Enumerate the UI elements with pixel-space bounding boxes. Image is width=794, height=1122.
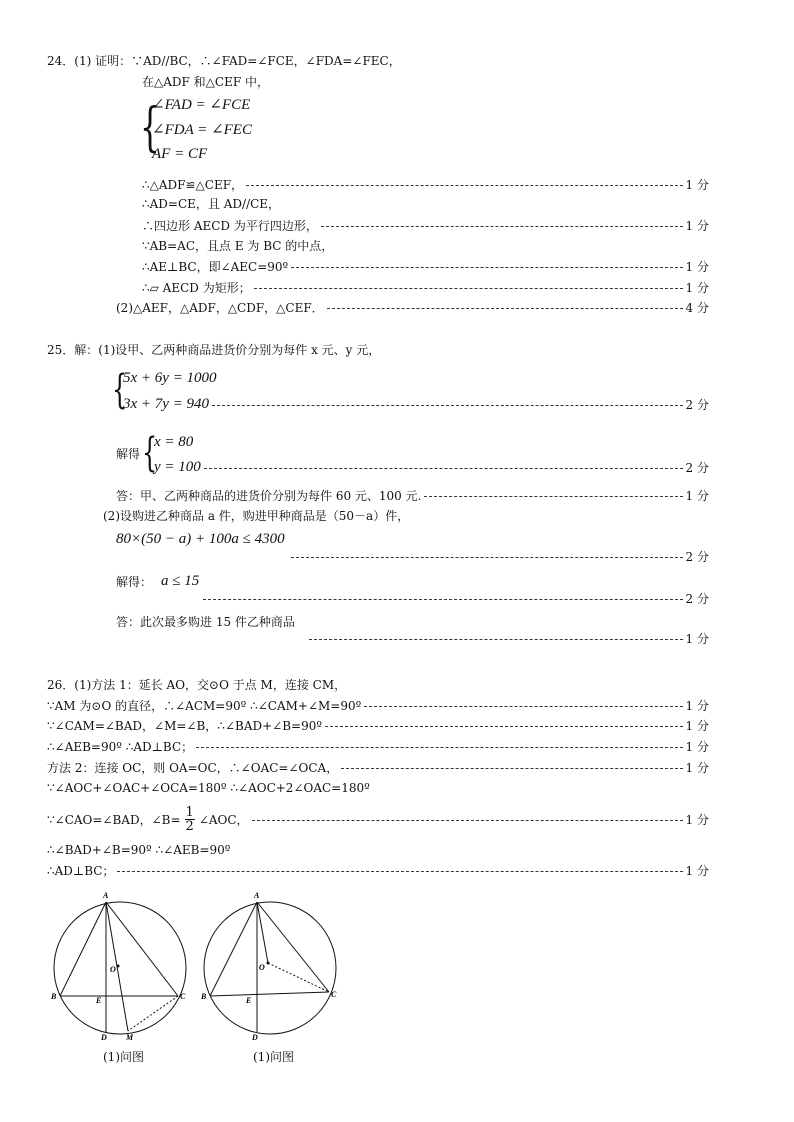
q26-method-2-line-3-text-b: ∠AOC， [198, 812, 249, 827]
label-o: O [259, 963, 265, 972]
q24-system-line-2: ∠FDA = ∠FEC [152, 122, 252, 138]
q25-solve-2-score: 2 分 [685, 591, 709, 606]
q26-method-1-line-2-score: 1 分 [685, 718, 709, 733]
q26-method-2-line-5-score: 1 分 [685, 863, 709, 878]
q24-step-3 [142, 217, 709, 233]
score-leader [252, 820, 683, 821]
q25-head: 25．解：(1)设甲、乙两种商品进货价分别为每件 x 元、y 元， [47, 343, 381, 357]
fraction-denominator: 2 [185, 818, 194, 834]
q24-system-line-3: AF = CF [152, 146, 208, 162]
q25-solution-2: y = 100 [154, 458, 201, 475]
label-e: E [246, 996, 252, 1005]
q25-solution-score: 2 分 [685, 460, 709, 475]
q24-part-2-text: (2)△AEF，△ADF，△CDF，△CEF． [116, 300, 324, 315]
score-leader [291, 557, 683, 558]
q26-method-1-line-1-text: ∵AM 为⊙O 的直径，∴∠ACM=90º ∴∠CAM+∠M=90º [47, 698, 362, 713]
q26-method-1-line-3-text: ∴∠AEB=90º ∴AD⊥BC； [47, 739, 194, 754]
q24-brace: { [140, 98, 160, 158]
q24-step-5-text: ∴AE⊥BC，即∠AEC=90º [142, 259, 289, 274]
segment-ac [106, 902, 178, 996]
score-leader [117, 871, 682, 872]
score-leader [309, 639, 683, 640]
q24-head: 24．(1) 证明：∵AD//BC，∴∠FAD=∠FCE，∠FDA=∠FEC， [47, 54, 401, 68]
q24-step-2: ∴AD=CE，且 AD//CE， [142, 197, 281, 211]
label-b: B [51, 992, 57, 1001]
score-leader [321, 226, 683, 227]
figure-2 [198, 886, 348, 1044]
q24-step-1 [142, 176, 709, 192]
segment-cm [128, 996, 178, 1031]
q25-answer-2: 答：此次最多购进 15 件乙种商品 [116, 615, 295, 629]
label-e: E [96, 996, 102, 1005]
segment-ab [60, 902, 106, 996]
q25-equation-2: 3x + 7y = 940 [123, 395, 210, 412]
segment-oc [268, 963, 329, 992]
fraction-one-half [185, 806, 195, 833]
q26-method-2-line-1-score: 1 分 [685, 760, 709, 775]
q26-head: 26．(1)方法 1：延长 AO，交⊙O 于点 M，连接 CM， [47, 678, 347, 692]
score-leader [246, 185, 683, 186]
q25-answer-1-score: 1 分 [685, 488, 709, 503]
q26-method-1-line-3 [47, 738, 709, 754]
q25-brace-1: { [112, 367, 128, 413]
q26-method-2-line-3 [47, 804, 709, 834]
q24-step-4: ∵AB=AC，且点 E 为 BC 的中点， [142, 239, 334, 253]
q25-inequality-score-row [288, 548, 709, 564]
q24-system-line-1: ∠FAD = ∠FCE [152, 97, 251, 113]
score-leader [254, 288, 683, 289]
q25-inequality-score: 2 分 [685, 549, 709, 564]
q24-step-5-score: 1 分 [685, 259, 709, 274]
q25-answer-1-text: 答：甲、乙两种商品的进货价分别为每件 60 元、100 元. [116, 488, 422, 503]
q25-brace-2: { [142, 430, 158, 476]
q24-step-1-text: ∴△ADF≌△CEF， [142, 177, 244, 192]
q26-method-2-line-1 [47, 759, 709, 775]
q26-method-2-line-5-text: ∴AD⊥BC； [47, 863, 115, 878]
q26-method-2-line-3-text-a: ∵∠CAO=∠BAD，∠B= [47, 812, 181, 827]
label-o: O [110, 965, 116, 974]
segment-ac [257, 902, 329, 992]
segment-bc [210, 992, 329, 996]
label-b: B [201, 992, 207, 1001]
q24-step-3-score: 1 分 [685, 218, 709, 233]
score-leader [341, 768, 682, 769]
label-c: C [180, 992, 186, 1001]
q25-solution-2-row [154, 459, 709, 475]
q24-step-6-text: ∴▱ AECD 为矩形； [142, 280, 251, 295]
q25-equation-1: 5x + 6y = 1000 [123, 370, 217, 386]
q25-solve-2: a ≤ 15 [161, 573, 200, 589]
q26-method-1-line-2-text: ∵∠CAM=∠BAD，∠M=∠B，∴∠BAD+∠B=90º [47, 718, 322, 733]
score-leader [364, 706, 682, 707]
q25-answer-2-score: 1 分 [685, 631, 709, 646]
q24-step-1-score: 1 分 [685, 177, 709, 192]
q25-solve-2-score-row [200, 590, 709, 606]
label-a: A [103, 891, 109, 900]
q24-step-6-score: 1 分 [685, 280, 709, 295]
q25-answer-1 [116, 487, 709, 503]
label-m: M [126, 1033, 134, 1042]
score-leader [327, 308, 683, 309]
q24-step-6 [142, 279, 709, 295]
q24-part-2 [116, 299, 709, 315]
label-d: D [252, 1033, 258, 1042]
q26-method-1-line-1-score: 1 分 [685, 698, 709, 713]
score-leader [291, 267, 682, 268]
q25-part-2: (2)设购进乙种商品 a 件，购进甲种商品是（50－a）件， [103, 509, 410, 523]
q26-method-2-line-3-score: 1 分 [685, 812, 709, 827]
figure-1-caption: (1)问图 [103, 1050, 144, 1064]
score-leader [204, 468, 683, 469]
q26-method-1-line-1 [47, 697, 709, 713]
score-leader [325, 726, 683, 727]
q26-method-2-line-1-text: 方法 2：连接 OC，则 OA=OC，∴∠OAC=∠OCA， [47, 760, 339, 775]
score-leader [196, 747, 682, 748]
figure-2-caption: (1)问图 [253, 1050, 294, 1064]
q25-answer-2-score-row [306, 630, 709, 646]
score-leader [424, 496, 682, 497]
q25-solve-label: 解得 [116, 447, 141, 461]
q24-step-5 [142, 258, 709, 274]
center-point [267, 962, 270, 965]
q26-method-2-line-4: ∴∠BAD+∠B=90º ∴∠AEB=90º [47, 843, 231, 857]
q26-method-1-line-3-score: 1 分 [685, 739, 709, 754]
q26-method-2-line-2: ∵∠AOC+∠OAC+∠OCA=180º ∴∠AOC+2∠OAC=180º [47, 781, 370, 795]
segment-ao [257, 902, 268, 963]
q24-step-3-text: ∴四边形 AECD 为平行四边形， [142, 218, 318, 233]
fraction-numerator: 1 [185, 804, 194, 820]
q25-inequality: 80×(50 − a) + 100a ≤ 4300 [116, 531, 285, 547]
score-leader [212, 405, 682, 406]
score-leader [203, 599, 683, 600]
q26-method-1-line-2 [47, 717, 709, 733]
q24-part-2-score: 4 分 [685, 300, 709, 315]
q24-intro: 在△ADF 和△CEF 中， [142, 75, 269, 89]
label-a: A [254, 891, 260, 900]
label-d: D [101, 1033, 107, 1042]
q25-equation-score: 2 分 [685, 397, 709, 412]
figure-1 [48, 886, 198, 1044]
q25-solve-2-label: 解得： [116, 575, 153, 589]
q25-solution-1: x = 80 [154, 434, 194, 450]
label-c: C [331, 990, 337, 999]
center-point [117, 965, 120, 968]
q26-method-2-line-5 [47, 862, 709, 878]
segment-ab [210, 902, 257, 996]
q25-equation-2-row [123, 396, 709, 412]
